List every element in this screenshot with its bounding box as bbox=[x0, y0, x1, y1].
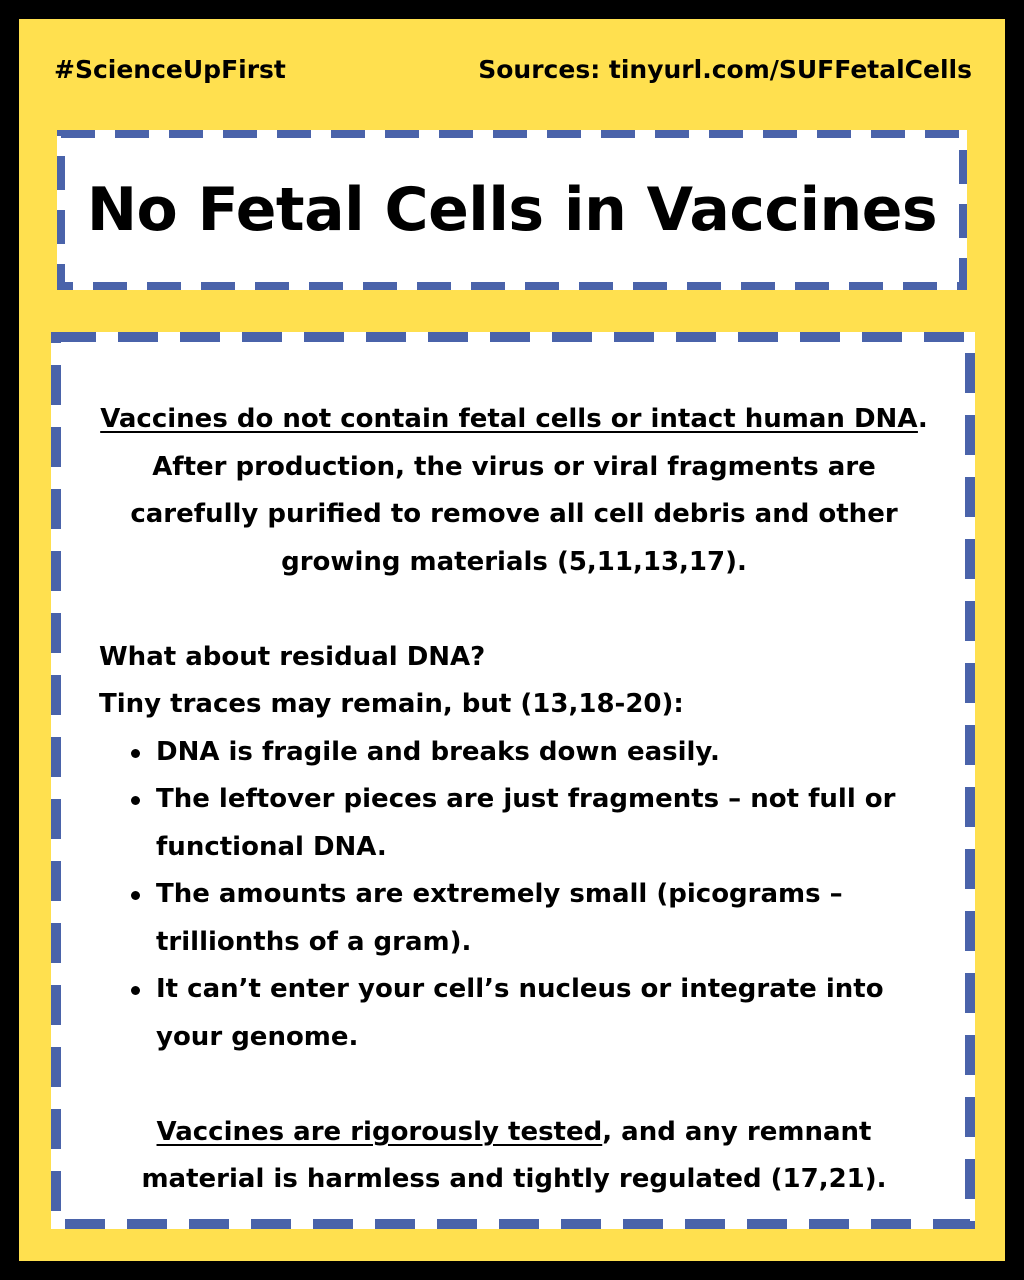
content-body bbox=[99, 396, 929, 1204]
closing-text: , and any remnant material is harmless and tightly regulated (17,21). bbox=[141, 1116, 887, 1194]
intro-paragraph bbox=[99, 396, 929, 586]
list-item: DNA is fragile and breaks down easily. bbox=[99, 729, 929, 777]
content-box bbox=[51, 332, 975, 1229]
page-title: No Fetal Cells in Vaccines bbox=[86, 175, 938, 245]
title-box bbox=[57, 130, 967, 290]
list-item: The leftover pieces are just fragments – not full or functional DNA. bbox=[99, 776, 929, 871]
residual-lead: Tiny traces may remain, but (13,18-20): bbox=[99, 689, 684, 719]
list-item: It can’t enter your cell’s nucleus or integrate into your genome. bbox=[99, 966, 929, 1061]
intro-key-statement: Vaccines do not contain fetal cells or intact human DNA bbox=[100, 404, 918, 434]
closing-key-statement: Vaccines are rigorously tested bbox=[156, 1116, 603, 1147]
sources-link: Sources: tinyurl.com/SUFFetalCells bbox=[478, 55, 972, 84]
closing-paragraph bbox=[99, 1109, 929, 1204]
intro-text: . After production, the virus or viral fragments are carefully purified to remove all cell debris and other growing materials (5,11,13,17). bbox=[130, 404, 928, 577]
residual-question: What about residual DNA? bbox=[99, 641, 486, 672]
poster-panel bbox=[19, 19, 1005, 1261]
hashtag: #ScienceUpFirst bbox=[54, 55, 286, 84]
residual-points bbox=[99, 729, 929, 1062]
list-item: The amounts are extremely small (picograms – trillionths of a gram). bbox=[99, 871, 929, 966]
